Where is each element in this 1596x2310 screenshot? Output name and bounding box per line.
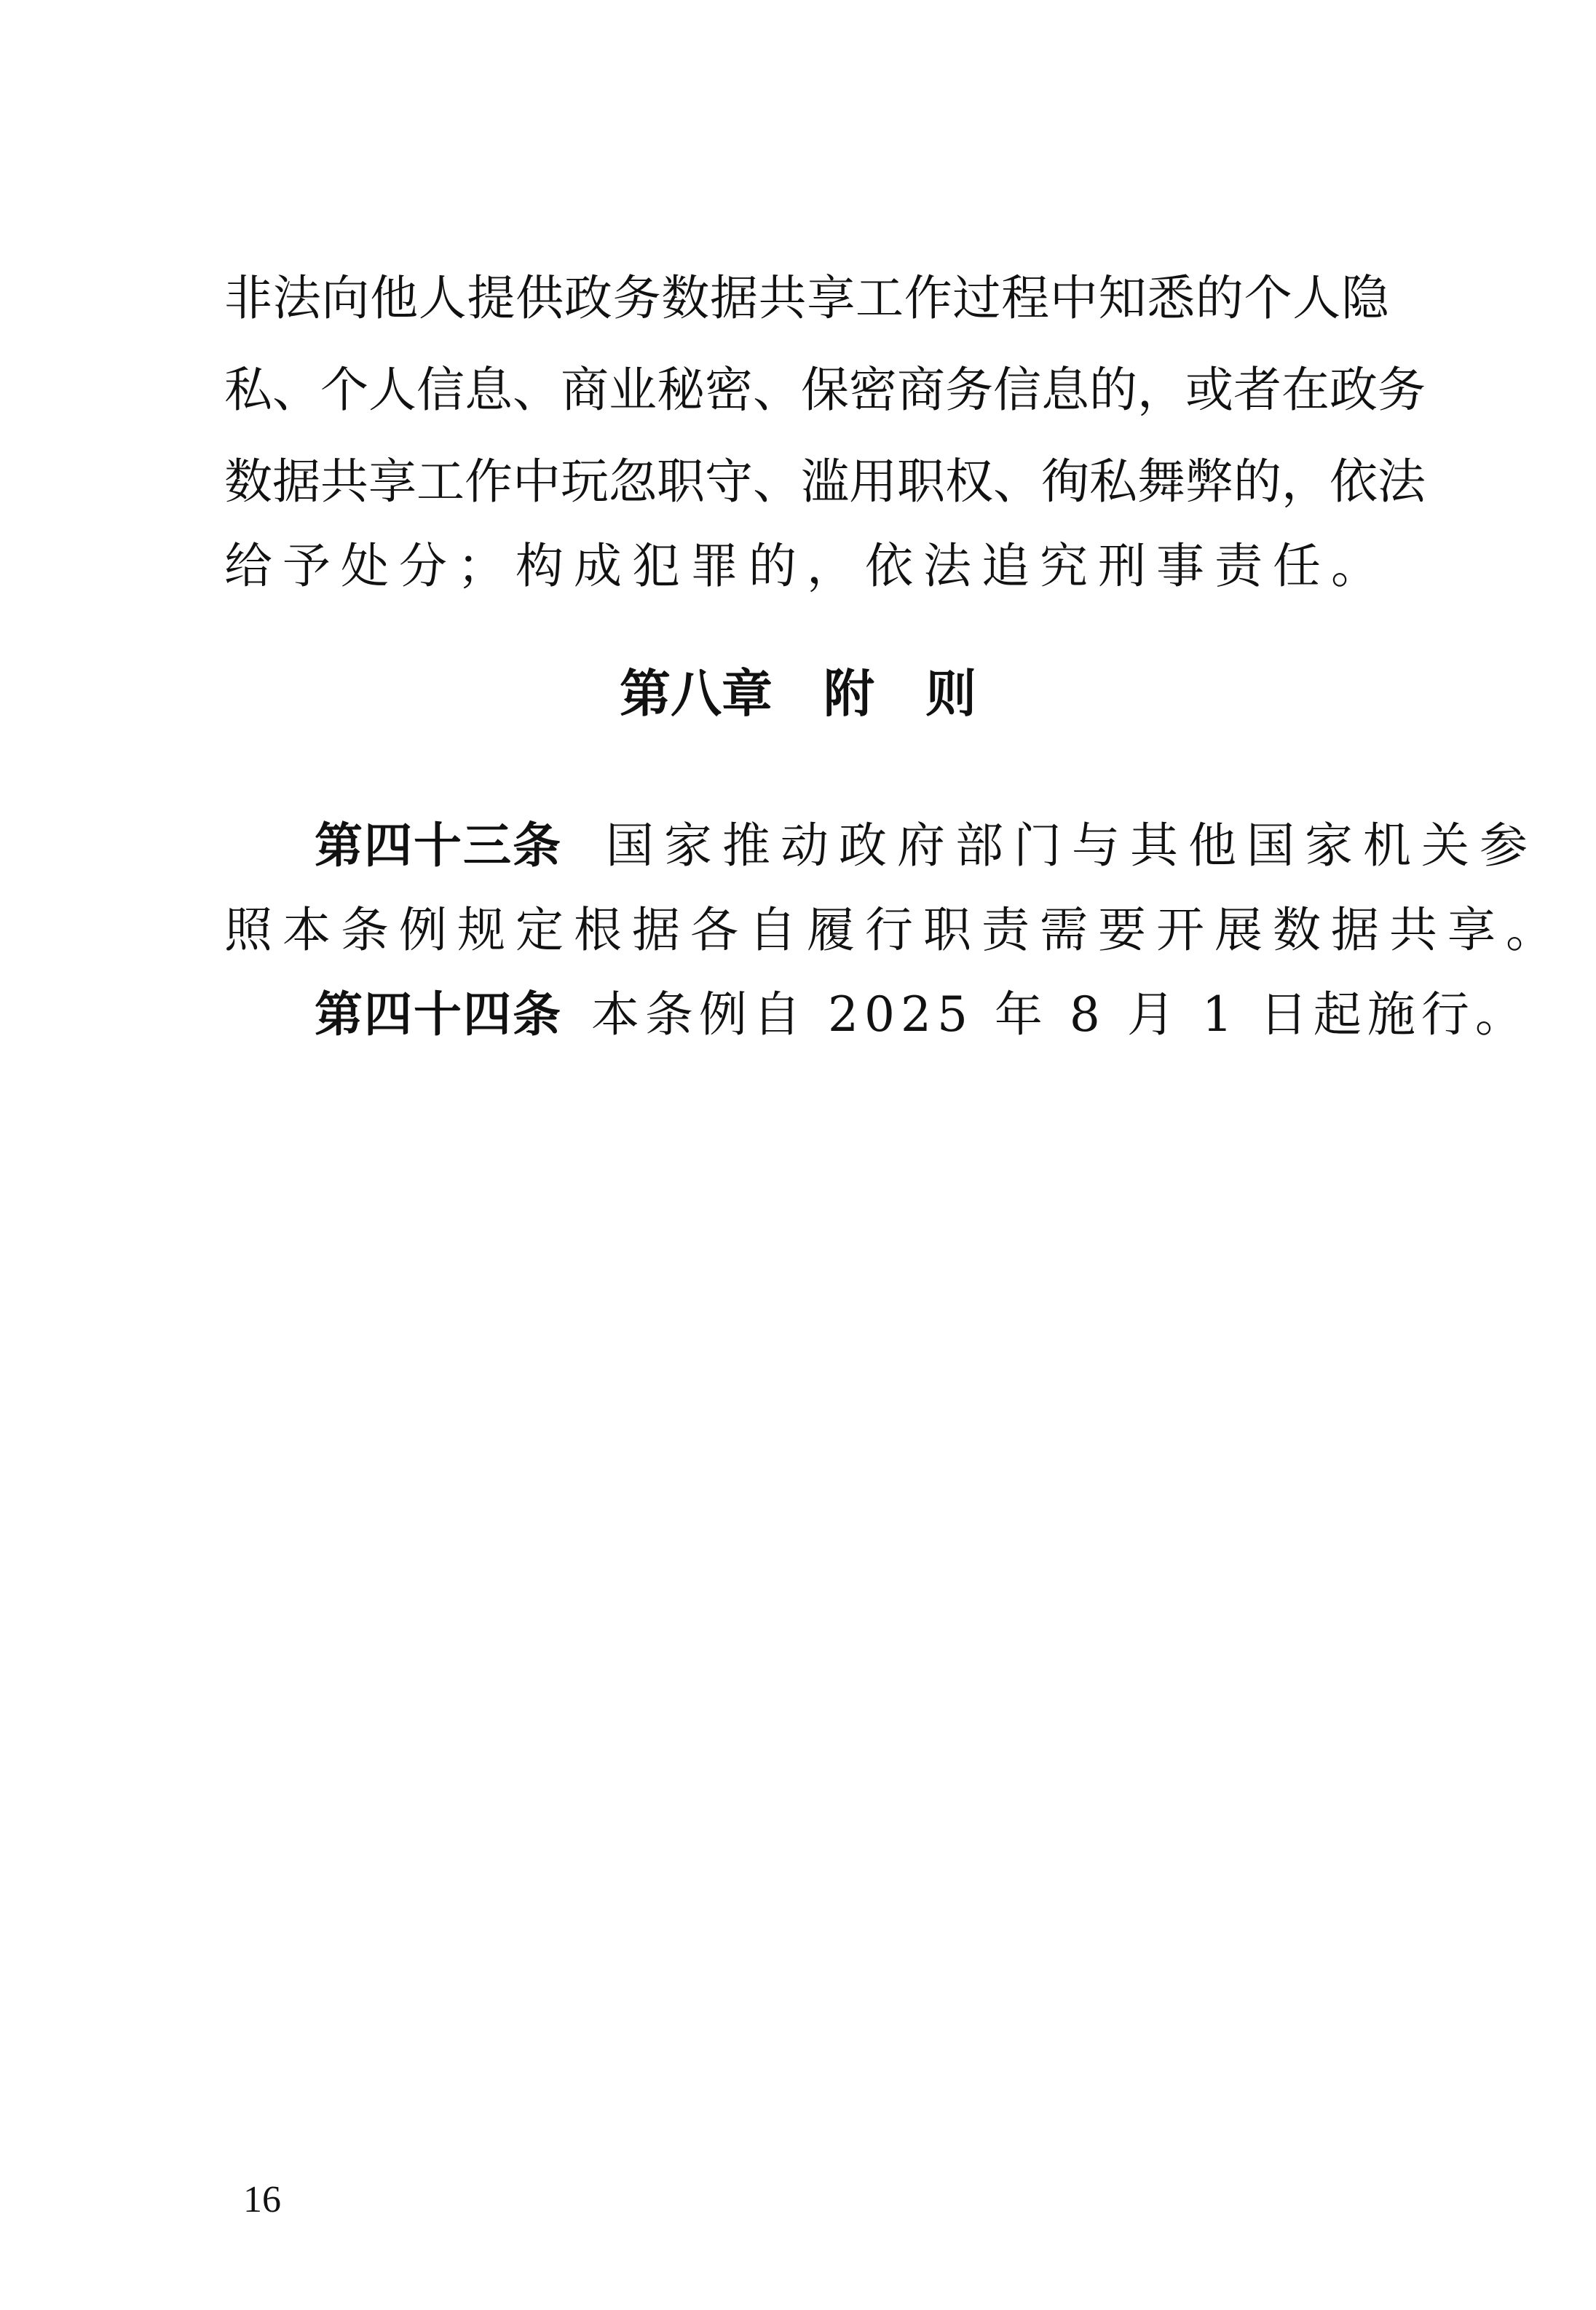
article-label: 第四十四条 bbox=[315, 986, 562, 1043]
article-text: 本条例自 2025 年 8 月 1 日起施行。 bbox=[591, 986, 1529, 1043]
page-number: 16 bbox=[243, 2179, 281, 2220]
paragraph-line: 私、个人信息、商业秘密、保密商务信息的，或者在政务 bbox=[224, 362, 1426, 418]
chapter-heading: 第八章 附 则 bbox=[620, 664, 976, 724]
paragraph-line: 非法向他人提供政务数据共享工作过程中知悉的个人隐 bbox=[224, 270, 1389, 326]
article-text: 国家推动政府部门与其他国家机关参 bbox=[606, 818, 1538, 874]
article-label: 第四十三条 bbox=[315, 818, 562, 874]
paragraph-line: 给予处分；构成犯罪的，依法追究刑事责任。 bbox=[224, 538, 1389, 594]
paragraph-line: 数据共享工作中玩忽职守、滥用职权、徇私舞弊的，依法 bbox=[224, 454, 1426, 510]
article-44 bbox=[315, 986, 1529, 1044]
article-43-continued: 照本条例规定根据各自履行职责需要开展数据共享。 bbox=[224, 902, 1564, 958]
article-43 bbox=[315, 817, 1538, 875]
